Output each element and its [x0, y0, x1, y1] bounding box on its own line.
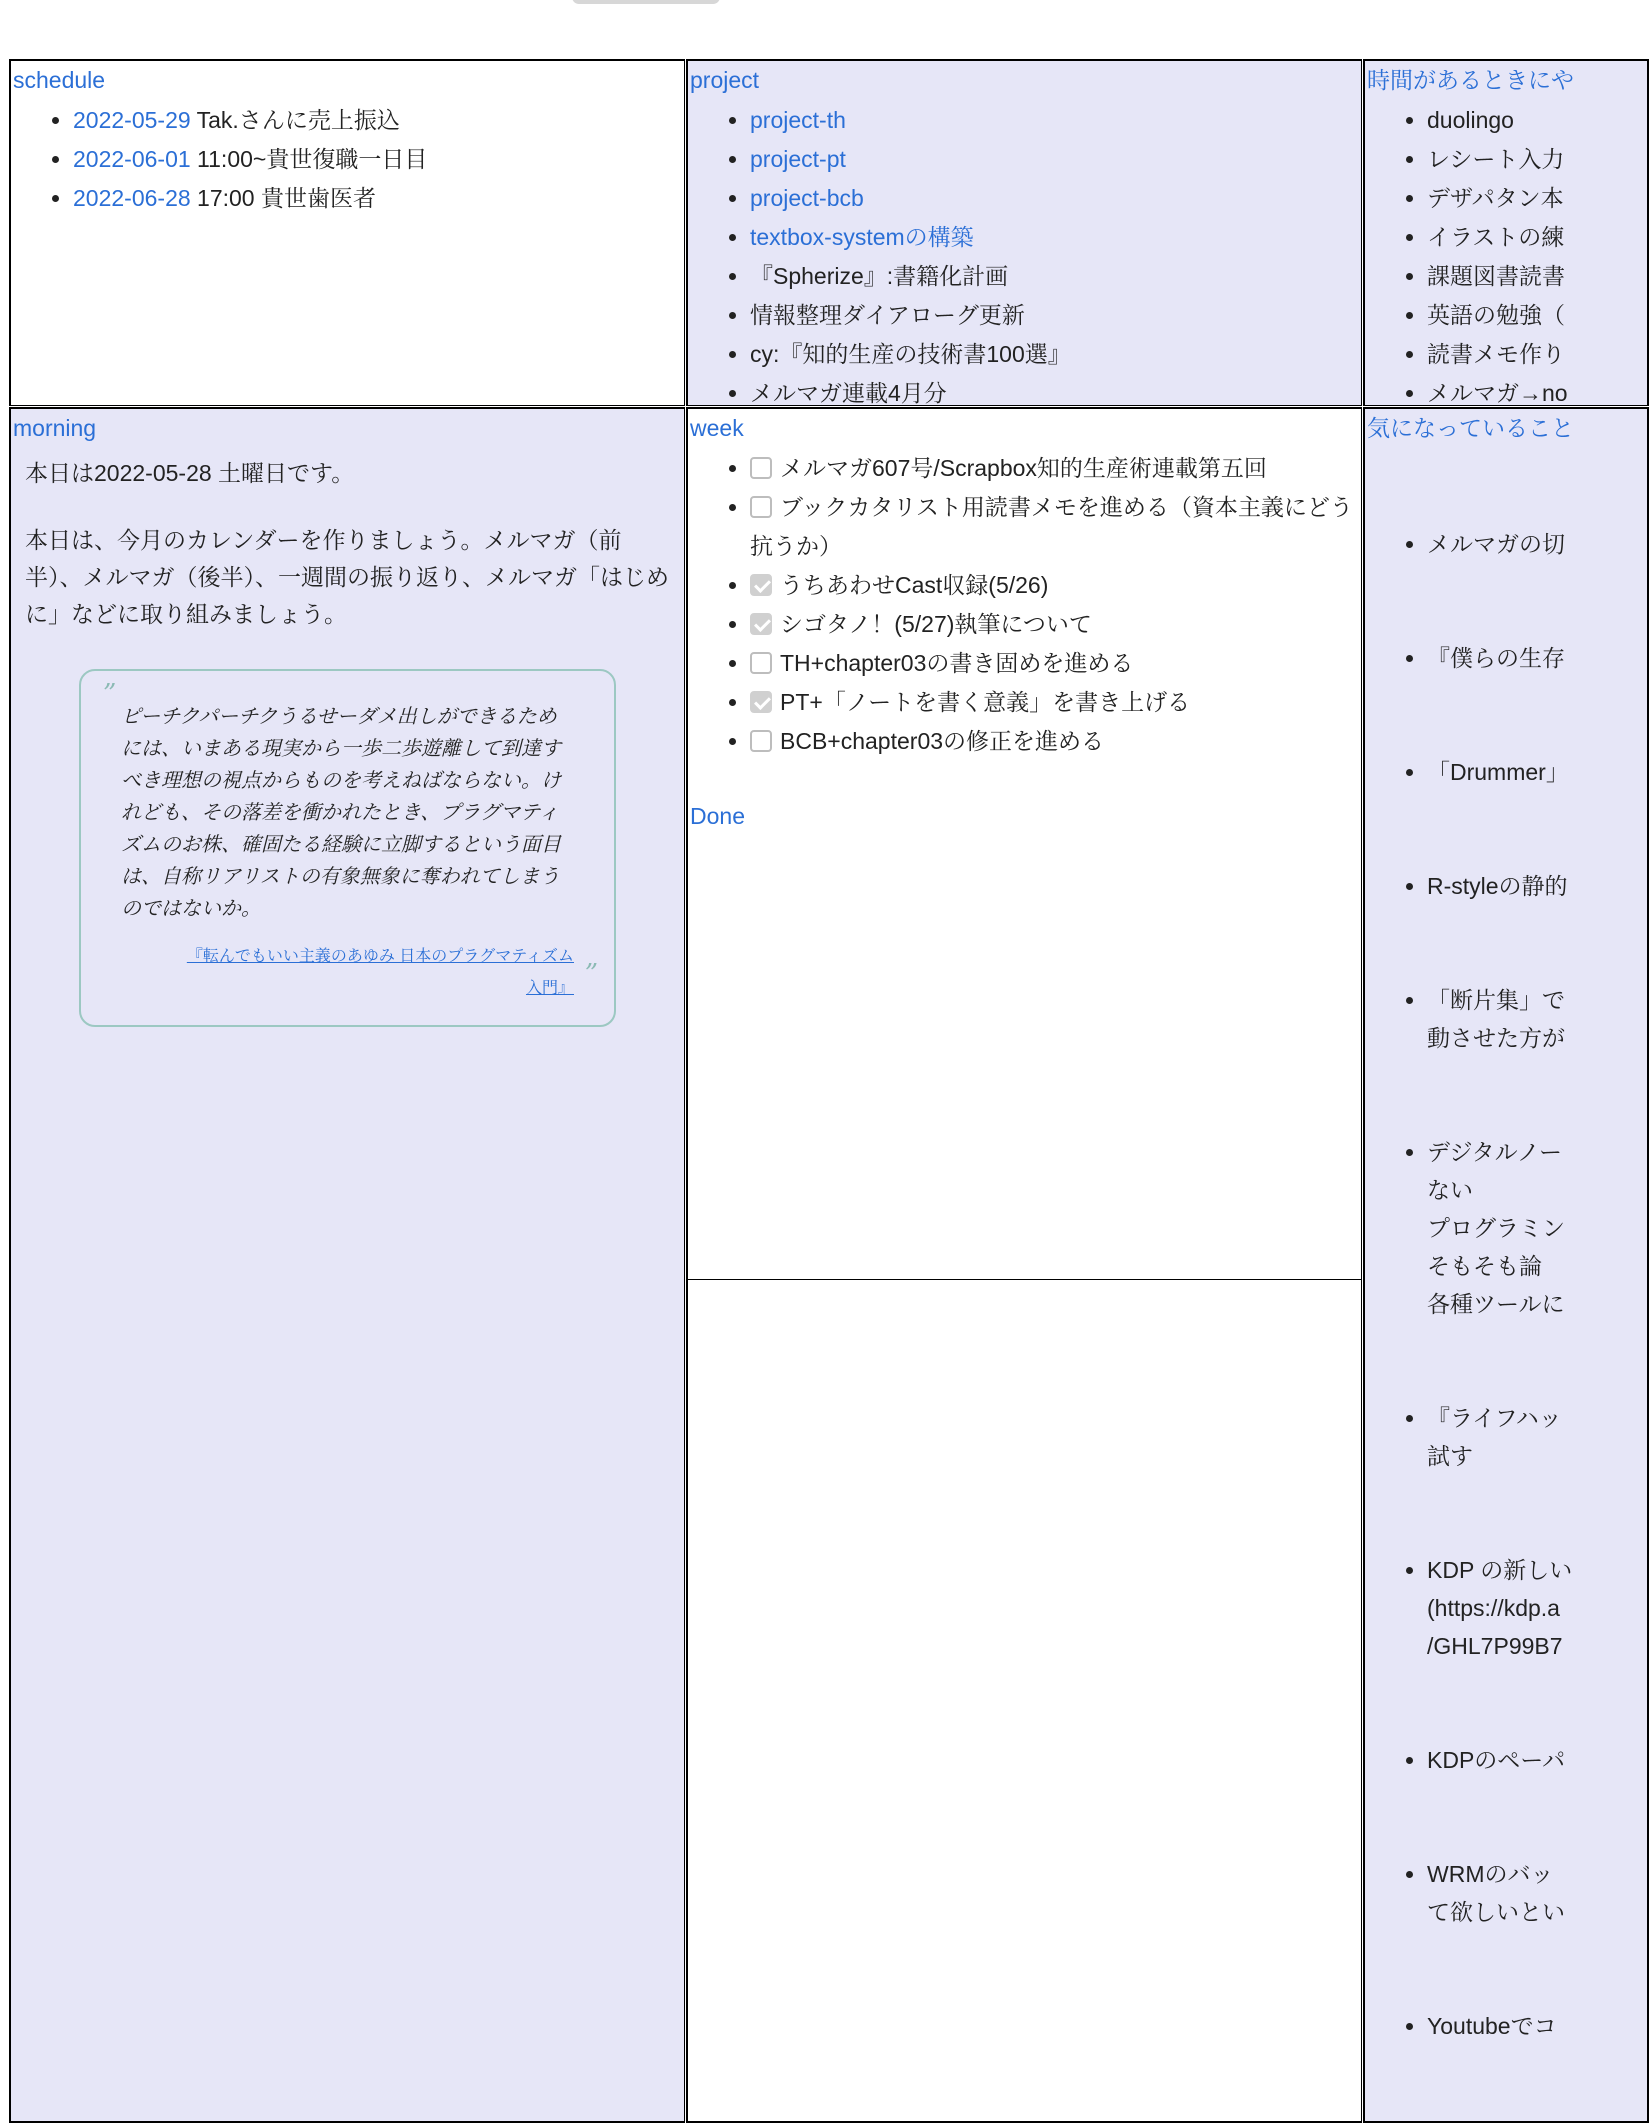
list-item [73, 179, 684, 218]
task-item [750, 722, 1355, 761]
list-item [750, 179, 1361, 218]
task-checkbox[interactable] [750, 652, 772, 674]
quote-source [121, 941, 574, 1005]
list-item: • メルマガ連載4月分 [750, 374, 1361, 413]
concerns-title[interactable]: 気になっていること [1367, 415, 1574, 441]
list-item: • メルマガの切 [1427, 525, 1647, 563]
task-checkbox[interactable] [750, 457, 772, 479]
list-item: • 課題図書読書 [1427, 257, 1647, 296]
morning-date-line: 本日は2022-05-28 土曜日です。 [25, 460, 355, 486]
task-label: PT+「ノートを書く意義」を書き上げる [780, 689, 1191, 715]
quote-close-icon: ” [584, 959, 598, 989]
list-item: • 『ライフハッ 試す [1427, 1399, 1647, 1475]
list-item [73, 101, 684, 140]
task-item [750, 449, 1355, 488]
list-item: • duolingo [1427, 101, 1647, 140]
task-label: うちあわせCast収録(5/26) [780, 572, 1049, 598]
dashboard-grid [8, 58, 1650, 2039]
free-time-title[interactable]: 時間があるときにや [1367, 67, 1574, 93]
list-item: • 「断片集」で 動させた方が [1427, 981, 1647, 1057]
list-item [750, 101, 1361, 140]
week-panel [686, 407, 1363, 2123]
task-checkbox[interactable] [750, 730, 772, 752]
morning-panel [9, 407, 686, 2123]
task-item [750, 644, 1355, 683]
project-link[interactable]: textbox-systemの構築 [750, 224, 974, 250]
schedule-text: 11:00~貴世復職一日目 [190, 146, 428, 172]
list-item: • 読書メモ作り [1427, 335, 1647, 374]
schedule-text: Tak.さんに売上振込 [190, 107, 400, 133]
list-item: • 『Spherize』:書籍化計画 [750, 257, 1361, 296]
morning-title[interactable]: morning [13, 415, 97, 441]
schedule-panel [9, 59, 686, 407]
week-title[interactable]: week [690, 415, 744, 441]
task-checkbox[interactable] [750, 613, 772, 635]
project-link[interactable]: project-pt [750, 146, 846, 172]
task-item [750, 683, 1355, 722]
schedule-date-link[interactable]: 2022-06-01 [73, 146, 191, 172]
task-label: シゴタノ！(5/27)執筆について [780, 611, 1092, 637]
morning-body: 本日は、今月のカレンダーを作りましょう。メルマガ（前半）、メルマガ（後半）、一週間の振り返り、メルマガ「はじめに」などに取り組みましょう。 [25, 527, 669, 627]
list-item: • 英語の勉強（ [1427, 296, 1647, 335]
quote-source-link[interactable]: 『転んでもいい主義のあゆみ 日本のプラグマティズム入門』 [186, 948, 574, 997]
top-tab[interactable] [572, 0, 720, 4]
list-item: • メルマガ→no [1427, 374, 1647, 413]
task-item [750, 488, 1355, 566]
list-item [750, 140, 1361, 179]
quote-open-icon: ” [103, 679, 117, 709]
list-item: • デザパタン本 [1427, 179, 1647, 218]
quote-text: ピーチクパーチクうるせーダメ出しができるためには、いまある現実から一歩二歩遊離して到達すべき理想の視点からものを考えねばならない。けれども、その落差を衝かれたとき、プラグマティズムのお株、確固たる経験に立脚するという面目は、自称リアリストの有象無象に奪われてしまうのではないか。 [121, 706, 561, 920]
list-item: • 情報整理ダイアローグ更新 [750, 296, 1361, 335]
task-checkbox[interactable] [750, 496, 772, 518]
task-item [750, 605, 1355, 644]
concerns-panel [1363, 407, 1649, 2123]
list-item: • WRMのバッ て欲しいとい [1427, 1855, 1647, 1931]
list-item: • レシート入力 [1427, 140, 1647, 179]
free-time-panel [1363, 59, 1649, 407]
task-item [750, 566, 1355, 605]
free-time-list [1365, 101, 1647, 413]
list-item: • KDP の新しい (https://kdp.a /GHL7P99B7 [1427, 1551, 1647, 1665]
list-item: • 「Drummer」 [1427, 753, 1647, 791]
list-item: • イラストの練 [1427, 218, 1647, 257]
concerns-list [1365, 449, 1647, 2121]
schedule-date-link[interactable]: 2022-05-29 [73, 107, 191, 133]
task-label: BCB+chapter03の修正を進める [780, 728, 1105, 754]
project-list [688, 101, 1361, 413]
list-item: • R-styleの静的 [1427, 867, 1647, 905]
list-item [750, 218, 1361, 257]
done-link[interactable]: Done [690, 803, 745, 829]
project-link[interactable]: project-th [750, 107, 846, 133]
list-item: • cy:『知的生産の技術書100選』 [750, 335, 1361, 374]
week-task-list [688, 449, 1361, 761]
task-label: TH+chapter03の書き固めを進める [780, 650, 1134, 676]
project-panel [686, 59, 1363, 407]
project-title[interactable]: project [690, 67, 760, 93]
project-link[interactable]: project-bcb [750, 185, 864, 211]
list-item: • KDPのペーパ [1427, 1741, 1647, 1779]
list-item: • Youtubeでコ [1427, 2007, 1647, 2045]
task-checkbox[interactable] [750, 574, 772, 596]
list-item [73, 140, 684, 179]
task-checkbox[interactable] [750, 691, 772, 713]
schedule-date-link[interactable]: 2022-06-28 [73, 185, 191, 211]
list-item: • 『僕らの生存 [1427, 639, 1647, 677]
schedule-title[interactable]: schedule [13, 67, 106, 93]
task-label: ブックカタリスト用読書メモを進める（資本主義にどう抗うか） [750, 494, 1353, 559]
schedule-list [11, 101, 684, 218]
schedule-text: 17:00 貴世歯医者 [190, 185, 376, 211]
quote-block [79, 669, 616, 1027]
list-item: • デジタルノー ない プログラミン そもそも論 各種ツールに [1427, 1133, 1647, 1323]
task-label: メルマガ607号/Scrapbox知的生産術連載第五回 [780, 455, 1267, 481]
